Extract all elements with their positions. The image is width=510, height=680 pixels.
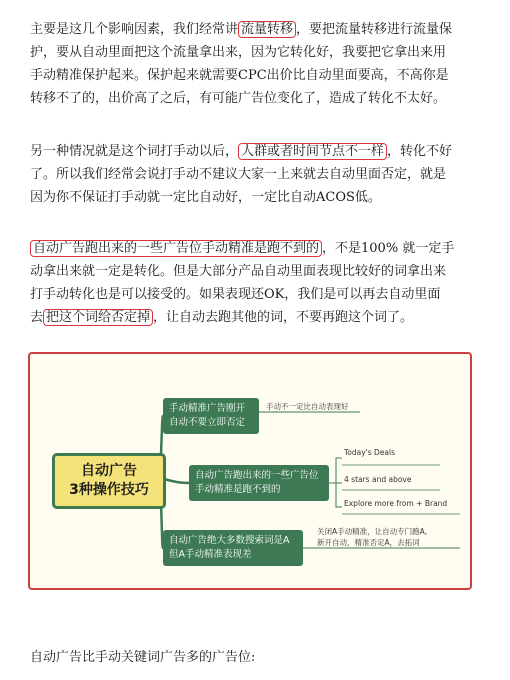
text: 另一种情况就是这个词打手动以后， [30, 144, 239, 159]
paragraph-extra-placements [30, 646, 482, 669]
mindmap-figure [28, 352, 472, 590]
branch-text: 自动广告绝大多数搜索词是A [169, 535, 290, 546]
highlight-ad-placements: 自动广告跑出来的一些广告位手动精准是跑不到的 [30, 240, 322, 257]
branch-text: 手动精准是跑不到的 [195, 484, 281, 495]
text: 动拿出来就一定是转化。但是大部分产品自动里面表现比较好的词拿出来 [30, 264, 447, 279]
mindmap-branch-1 [163, 398, 259, 434]
text: 因为你不保证打手动就一定比自动好，一定比自动ACOS低。 [30, 190, 381, 205]
mindmap-branch-3 [163, 530, 303, 566]
connector-leaf2c [336, 483, 342, 507]
leaf-text: 新开自动，精准否定A，去拓词 [317, 538, 420, 547]
mindmap-leaf-todays-deals: Today's Deals [344, 448, 396, 457]
text: ，要把流量转移进行流量保 [296, 22, 453, 37]
text: 了。所以我们经常会说打手动不建议大家一上来就去自动里面否定，就是 [30, 167, 447, 182]
mindmap-leaf-4-stars: 4 stars and above [344, 475, 412, 484]
text: 转移不了的，出价高了之后，有可能广告位变化了，造成了转化不太好。 [30, 91, 447, 106]
text: ，转化不好 [387, 144, 453, 159]
paragraph-traffic-transfer [30, 18, 482, 110]
paragraph-audience-timing [30, 140, 482, 209]
text: 自动广告比手动关键词广告多的广告位: [30, 650, 256, 665]
text: 打手动转化也是可以接受的。如果表现还OK，我们是可以再去自动里面 [30, 287, 441, 302]
center-subtitle: 3种操作技巧 [69, 482, 149, 498]
mindmap-leaf-explore-brand: Explore more from + Brand [344, 499, 448, 508]
highlight-negate-term: 把这个词给否定掉 [43, 309, 153, 326]
text: 护，要从自动里面把这个流量拿出来，因为它转化好，我要把它拿出来用 [30, 45, 447, 60]
text: 主要是这几个影响因素，我们经常讲 [30, 22, 239, 37]
text: 去 [30, 310, 44, 325]
mindmap-branch-2 [189, 465, 329, 501]
mindmap-center-node [52, 453, 166, 509]
mindmap-leaf-1: 手动不一定比自动表现好 [266, 402, 349, 411]
leaf-text: 关闭A手动精准，让自动专门跑A, [317, 527, 428, 536]
connector-leaf2a [329, 458, 342, 483]
center-title: 自动广告 [81, 463, 137, 479]
text: 手动精准保护起来。保护起来就需要CPC出价比自动里面要高，不高你是 [30, 68, 449, 83]
highlight-audience-timing: 人群或者时间节点不一样 [238, 143, 387, 160]
paragraph-ad-placements [30, 237, 482, 329]
text: ，让自动去跑其他的词，不要再跑这个词了。 [153, 310, 414, 325]
branch-text: 自动不要立即否定 [169, 417, 246, 428]
mindmap-leaf-3 [317, 526, 457, 548]
branch-text: 自动广告跑出来的一些广告位 [195, 470, 319, 481]
text: ，不是100% 就一定手 [322, 241, 455, 256]
branch-text: 但A手动精准表现差 [169, 549, 252, 560]
highlight-traffic-transfer: 流量转移 [238, 21, 296, 38]
branch-text: 手动精准广告刚开 [169, 403, 246, 414]
